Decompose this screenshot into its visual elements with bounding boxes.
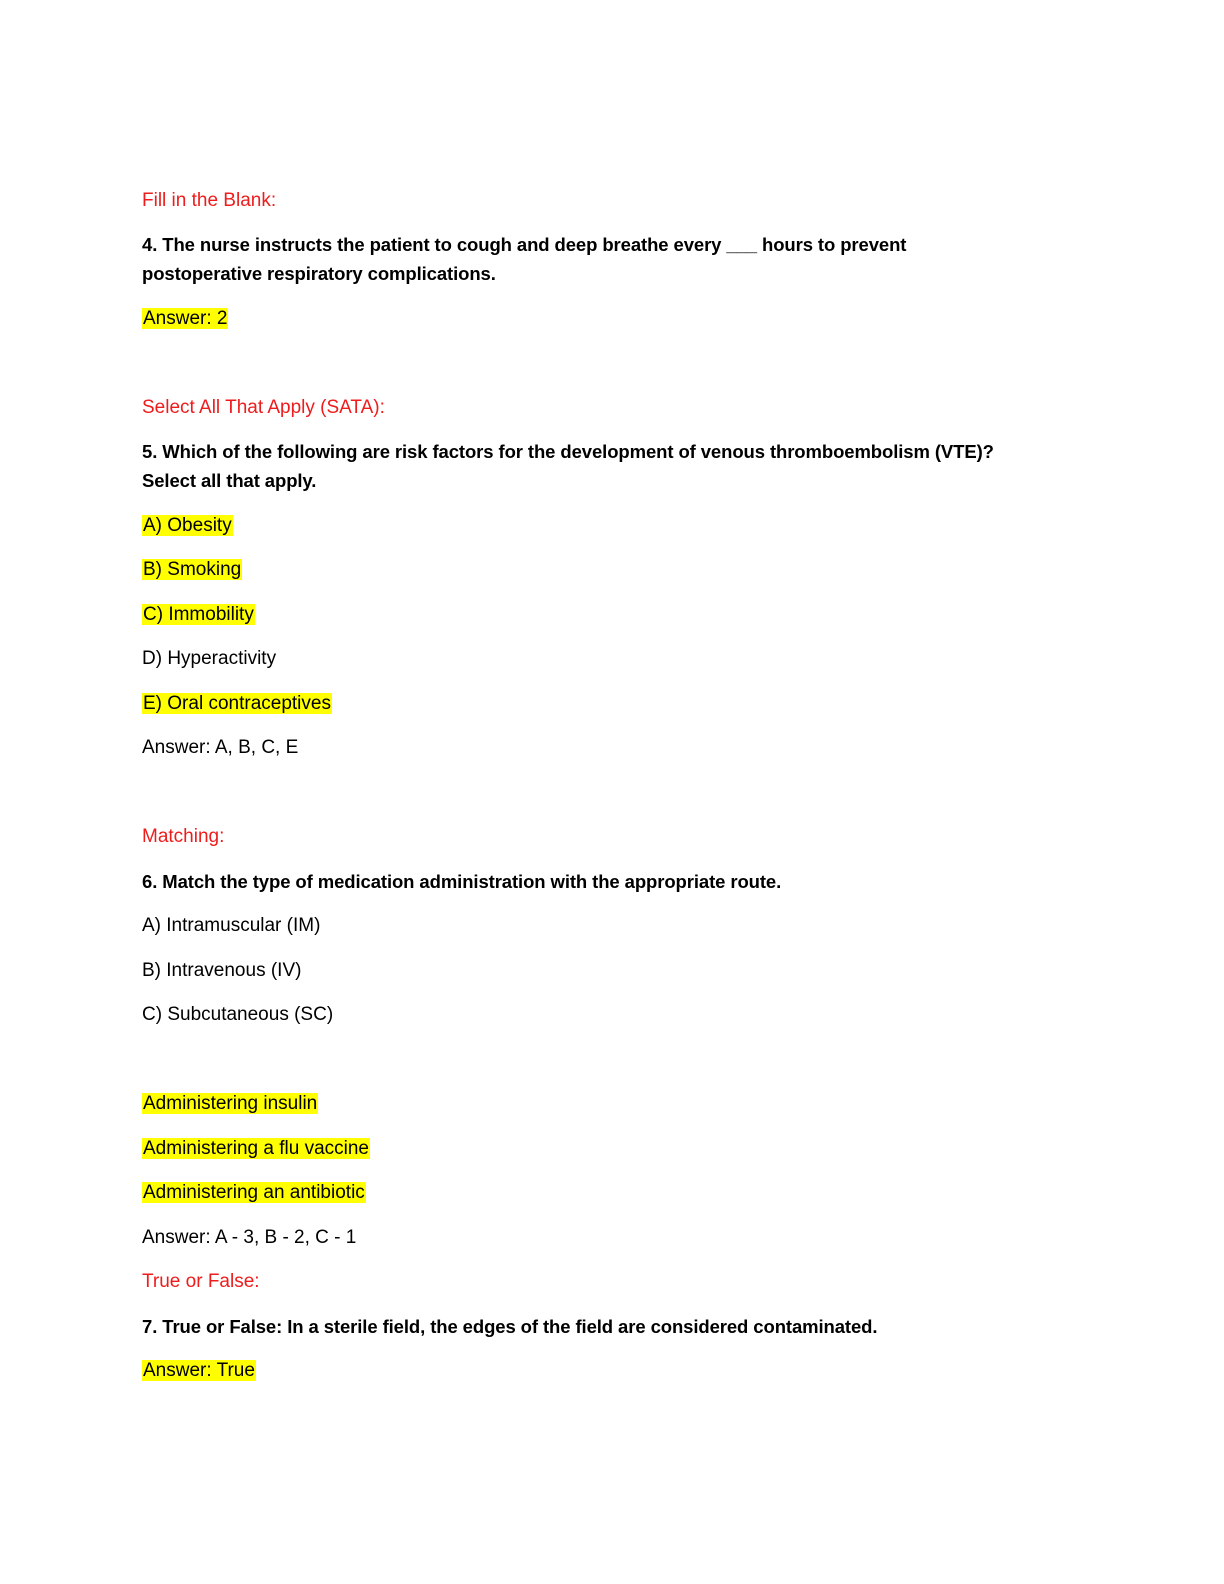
option-text: B) Smoking: [143, 559, 242, 580]
matching-item-1: [142, 1090, 318, 1118]
item-text: Administering a flu vaccine: [143, 1138, 369, 1159]
option-text: D) Hyperactivity: [142, 648, 277, 669]
option-e: [142, 690, 332, 718]
option-a: [142, 512, 233, 540]
question-6-answer: Answer: A - 3, B - 2, C - 1: [142, 1227, 357, 1248]
matching-item-3: [142, 1179, 366, 1207]
sata-heading: Select All That Apply (SATA):: [142, 397, 385, 418]
question-4-line-2: postoperative respiratory complications.: [142, 263, 496, 284]
option-d: [142, 645, 276, 673]
question-7-answer: [142, 1357, 256, 1385]
route-a: A) Intramuscular (IM): [142, 915, 321, 936]
item-text: Administering insulin: [143, 1093, 318, 1114]
answer-highlight: Answer: 2: [143, 308, 228, 329]
question-7: 7. True or False: In a sterile field, the edges of the field are considered contaminated.: [142, 1316, 878, 1337]
question-5-line-1: 5. Which of the following are risk factors for the development of venous thromboembolism (VTE)?: [142, 441, 994, 462]
option-b: [142, 556, 242, 584]
option-text: C) Immobility: [143, 604, 254, 625]
fill-blank-heading: Fill in the Blank:: [142, 190, 277, 211]
question-5-line-2: Select all that apply.: [142, 470, 317, 491]
question-5-answer: Answer: A, B, C, E: [142, 737, 299, 758]
true-false-heading: True or False:: [142, 1271, 260, 1292]
option-text: E) Oral contraceptives: [143, 693, 331, 714]
option-c: [142, 601, 255, 629]
option-text: A) Obesity: [143, 515, 232, 536]
answer-highlight: Answer: True: [143, 1360, 255, 1381]
question-6: 6. Match the type of medication administration with the appropriate route.: [142, 871, 782, 892]
item-text: Administering an antibiotic: [143, 1182, 365, 1203]
question-4-answer: [142, 305, 228, 333]
question-4-line-1: 4. The nurse instructs the patient to cough and deep breathe every ___ hours to prevent: [142, 234, 907, 255]
route-c: C) Subcutaneous (SC): [142, 1004, 334, 1025]
matching-item-2: [142, 1135, 370, 1163]
matching-heading: Matching:: [142, 826, 225, 847]
route-b: B) Intravenous (IV): [142, 960, 302, 981]
